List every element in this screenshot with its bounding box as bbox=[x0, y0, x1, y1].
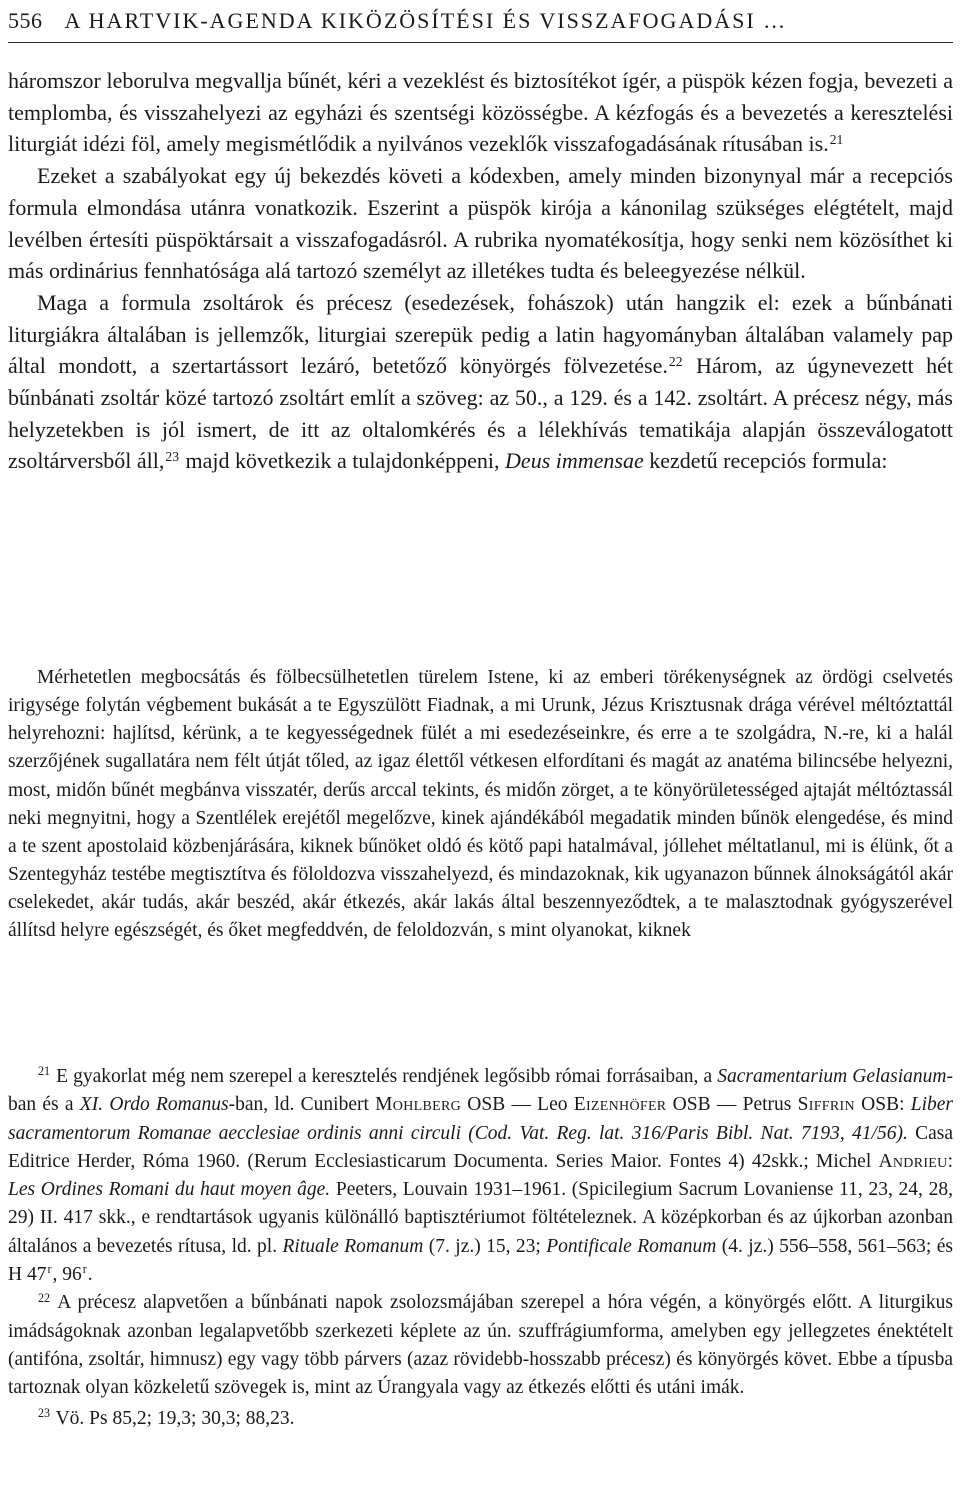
footnote-italic: Les Ordines Romani du haut moyen âge. bbox=[8, 1179, 331, 1201]
footnote-italic: Pontificale Romanum bbox=[546, 1235, 717, 1257]
folio-recto-mark: r bbox=[82, 1262, 87, 1277]
header-rule bbox=[8, 42, 953, 43]
footnote-ref-23: 23 bbox=[165, 448, 180, 464]
page-number: 556 bbox=[8, 8, 43, 33]
paragraph-3-text-b: Három, az úgynevezett hét bűnbánati zsoltár közé tartozó zsoltárt említ a szöveg: az 50., a 129. és a 142. zsoltárt. A précesz négy, más helyzetekben is jól ismert, de itt az oltalomkérés és a lélekhívás tematikája alapján összeválogatott zsoltárversből áll, bbox=[8, 353, 954, 474]
footnote-text: (4. jz.) 556–558, 561–563; és H 47 bbox=[8, 1235, 953, 1286]
author-surname: Andrieu bbox=[878, 1150, 948, 1172]
paragraph-1 bbox=[8, 65, 953, 160]
footnote-text: E gyakorlat még nem szerepel a keresztelés rendjének legősibb római forrásaiban, a bbox=[51, 1066, 718, 1087]
footnote-italic: XI. Ordo Romanus bbox=[79, 1094, 229, 1116]
paragraph-2-text: Ezeket a szabályokat egy új bekezdés követi a kódexben, amely minden bizonynyal már a recepciós formula elmondása utánra vonatkozik. Eszerint a püspök kirója a kánonilag szükséges elégtételt, majd levélben értesíti püspöktársait a visszafogadásról. A rubrika nyomatékosítja, hogy senki nem közösíthet ki más ordinárius fennhatósága alá tartozó személyt az illetékes tudta és beleegyezése nélkül. bbox=[8, 163, 953, 284]
footnote-text: OSB: bbox=[854, 1094, 911, 1116]
footnote-number: 23 bbox=[38, 1405, 51, 1420]
footnote-italic: Liber sacramentorum Romanae aecclesiae ordinis anni circuli (Cod. Vat. Reg. lat. 316/Paris Bibl. Nat. 7193, 41/56). bbox=[8, 1094, 954, 1144]
footnote-text: -ban, ld. Cunibert bbox=[228, 1094, 376, 1116]
paragraph-3-text-d: kezdetű recepciós formula: bbox=[643, 448, 888, 474]
footnote-italic: Sacramentarium Gelasianum bbox=[717, 1066, 947, 1087]
running-header bbox=[8, 5, 953, 37]
footnote-number: 21 bbox=[38, 1064, 51, 1079]
footnote-ref-22: 22 bbox=[668, 353, 683, 369]
paragraph-1-text: háromszor leborulva megvallja bűnét, kéri a vezeklést és biztosítékot ígér, a püspök kézen fogja, bevezeti a templomba, és visszahelyezi az egyházi és szentségi közösségbe. A kézfogás és a bevezetés a keresztelési liturgiát idézi föl, amely megismétlődik a nyilvános vezeklők visszafogadásának rítusában is. bbox=[8, 68, 953, 157]
paragraph-3 bbox=[8, 287, 953, 477]
running-title: A HARTVIK-AGENDA KIKÖZÖSÍTÉSI ÉS VISSZAFOGADÁSI … bbox=[64, 8, 788, 33]
paragraph-3-text-c: majd következik a tulajdonképpeni, bbox=[180, 448, 506, 474]
footnote-text: -ban és a bbox=[8, 1066, 953, 1116]
footnote-text: Vö. Ps 85,2; 19,3; 30,3; 88,23. bbox=[51, 1407, 295, 1429]
block-quote-text: Mérhetetlen megbocsátás és fölbecsülhetetlen türelem Istene, ki az emberi törékenységnek az ördögi cselvetés irigysége folytán végbement bukását a te Egyszülött Fiadnak, a mi Urunk, Jézus Krisztusnak drága vérével méltóztattál helyrehozni: hajlítsd, kérünk, a te kegyességednek fülét a mi esedezéseinkre, és erre a te szolgádra, N.-re, ki a halál szerzőjének sugallatára nem félt útját tőled, az igaz élettől vétkesen elfordítani és magát az anatéma bilincsébe helyezni, most, midőn bűnét megbánva visszatér, derűs arccal tekints, és midőn zörget, a te könyörületességed ajtaját méltóztassál neki megnyitni, hogy a Szentlélek erejétől megelőzve, kinek ajándékából megadatik minden bűnök elengedése, és mind a te szent apostolaid közbenjárására, kiknek bűnöket oldó és kötő papi hatalmával, jóllehet méltatlanul, mi is élünk, őt a Szentegyház testébe megtisztítva és föloldozva visszahelyezd, és mindazoknak, kik ugyanazon bűnnek álnokságától akár cselekedet, akár tudás, akár beszéd, akár étkezés, akár lakás által beszennyeződtek, a te malasztodnak gyógyszerével állítsd helyre egészségét, és őket megfeddvén, de feloldozván, s mint olyanokat, kiknek bbox=[8, 667, 953, 942]
author-surname: Eizenhöfer bbox=[573, 1094, 667, 1116]
footnote-22 bbox=[8, 1289, 953, 1402]
footnote-23 bbox=[8, 1405, 953, 1433]
folio-recto-mark: r bbox=[47, 1262, 52, 1277]
footnote-text: Casa Editrice Herder, Róma 1960. (Rerum Ecclesiasticarum Documenta. Series Maior. Fontes 4) 42skk.; Michel bbox=[8, 1122, 954, 1172]
paragraph-3-italic-title: Deus immensae bbox=[505, 448, 644, 474]
main-text bbox=[8, 65, 953, 477]
block-quote bbox=[8, 664, 953, 946]
footnote-text: A précesz alapvetően a bűnbánati napok zsolozsmájában szerepel a hóra végén, a könyörgés előtt. A liturgikus imádságoknak azonban legalapvetőbb szerkezeti képlete az ún. szuffrágiumforma, amelyben egy jellegzetes énektételt (antifóna, zsoltár, himnusz) egy vagy több párvers (azaz rövidebb-hosszabb précesz) és könyörgés követ. Ebbe a típusba tartoznak olyan közkeletű szövegek is, mint az Úrangyala vagy az étkezés előtti és utáni imák. bbox=[8, 1292, 953, 1399]
footnote-ref-21: 21 bbox=[829, 131, 844, 147]
footnote-text: (7. jz.) 15, 23; bbox=[423, 1235, 547, 1257]
footnote-text: , 96 bbox=[52, 1264, 82, 1286]
footnote-text: . bbox=[87, 1264, 93, 1286]
footnotes bbox=[8, 1063, 953, 1433]
footnote-text: Peeters, Louvain 1931–1961. (Spicilegium Sacrum Lovaniense 11, 23, 24, 28, 29) II. 417 skk., e rendtartások ugyanis különálló baptisztériumot föltételeznek. A középkorban és az újkorban azonban általános a bevezetés rítusa, ld. pl. bbox=[8, 1179, 953, 1257]
author-surname: Mohlberg bbox=[375, 1094, 462, 1116]
footnote-italic: Rituale Romanum bbox=[282, 1235, 424, 1257]
paragraph-3-text-a: Maga a formula zsoltárok és précesz (esedezések, fohászok) után hangzik el: ezek a bűnbánati liturgiákra általában is jellemzők, liturgiai szerepük pedig a latin hagyományban általában valamely pap által mondott, a szertartássort lezáró, betetőző könyörgés fölvezetése. bbox=[8, 289, 953, 379]
paragraph-2 bbox=[8, 160, 953, 287]
footnote-text: : bbox=[947, 1150, 953, 1172]
author-surname: Siffrin bbox=[797, 1094, 855, 1116]
footnote-number: 22 bbox=[38, 1290, 51, 1305]
footnote-21 bbox=[8, 1063, 953, 1289]
footnote-text: OSB — Petrus bbox=[666, 1094, 798, 1116]
footnote-text: OSB — Leo bbox=[461, 1094, 574, 1116]
